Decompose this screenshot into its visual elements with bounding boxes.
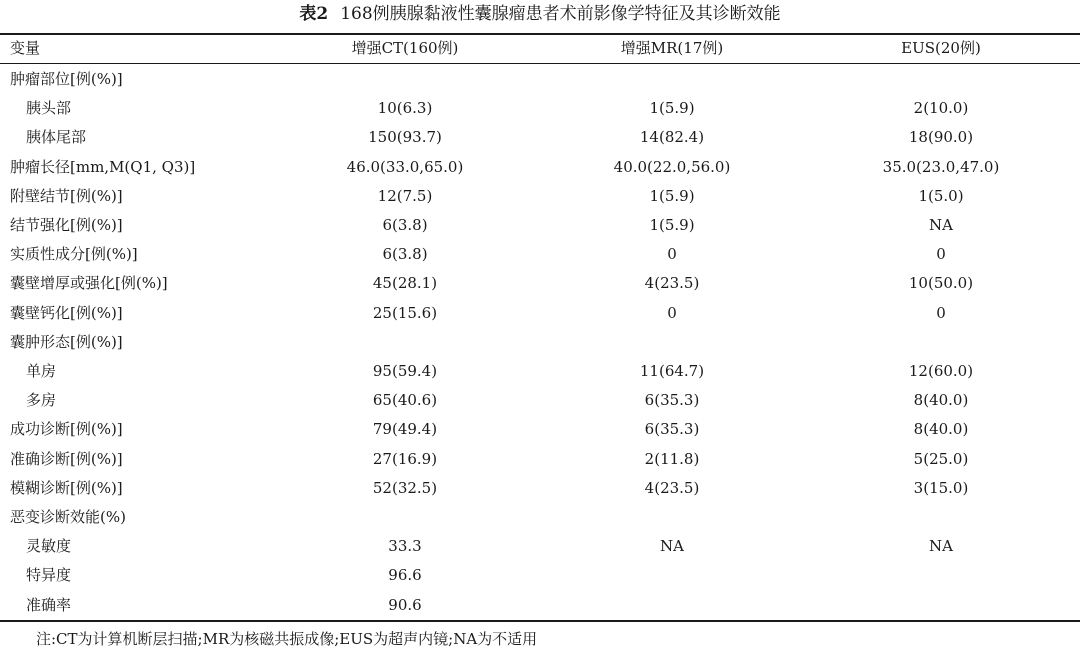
cell-eus: 3(15.0) (913, 478, 969, 497)
cell-mr: 6(35.3) (644, 391, 700, 410)
cell-mr: NA (660, 537, 684, 556)
cell-eus: 5(25.0) (913, 449, 969, 468)
cell-mr: 1(5.9) (649, 99, 695, 118)
cell-mr: 0 (667, 303, 677, 322)
table-row (0, 94, 1080, 123)
header-rule (0, 63, 1080, 64)
cell-ct: 96.6 (388, 566, 422, 585)
header-ct: 增强CT(160例) (351, 39, 459, 57)
table-row (0, 328, 1080, 357)
row-label: 准确诊断[例(%)] (10, 449, 123, 468)
cell-eus: 35.0(23.0,47.0) (882, 157, 1000, 176)
cell-eus: 12(60.0) (908, 362, 974, 380)
cell-ct: 65(40.6) (372, 391, 438, 410)
cell-ct: 79(49.4) (372, 420, 438, 439)
cell-ct: 45(28.1) (372, 274, 438, 293)
cell-ct: 90.6 (388, 595, 422, 614)
cell-eus: 8(40.0) (913, 391, 969, 410)
cell-eus: 2(10.0) (913, 99, 969, 118)
cell-ct: 10(6.3) (377, 99, 433, 118)
cell-eus: 0 (936, 245, 946, 264)
table-number: 表2 (299, 4, 329, 24)
table-row (0, 299, 1080, 328)
cell-mr: 11(64.7) (639, 362, 705, 380)
table-row (0, 474, 1080, 503)
row-label: 灵敏度 (26, 537, 72, 556)
cell-mr: 2(11.8) (644, 449, 700, 468)
cell-eus: 0 (936, 303, 946, 322)
row-label: 准确率 (26, 595, 72, 614)
row-label: 单房 (26, 362, 57, 380)
header-variable: 变量 (10, 39, 41, 57)
table-caption (0, 2, 1080, 26)
table-row (0, 386, 1080, 415)
cell-eus: 18(90.0) (908, 128, 974, 147)
table-row (0, 123, 1080, 152)
bottom-rule (0, 620, 1080, 622)
cell-mr: 1(5.9) (649, 216, 695, 234)
table-title: 168例胰腺黏液性囊腺瘤患者术前影像学特征及其诊断效能 (340, 4, 781, 24)
row-label: 恶变诊断效能(%) (10, 508, 126, 526)
header-mr: 增强MR(17例) (620, 39, 724, 57)
row-label: 囊壁增厚或强化[例(%)] (10, 274, 168, 293)
table-row (0, 561, 1080, 590)
table-row (0, 153, 1080, 182)
cell-mr: 1(5.9) (649, 186, 695, 205)
table-row (0, 415, 1080, 444)
row-label: 模糊诊断[例(%)] (10, 478, 123, 497)
cell-eus: NA (929, 216, 953, 234)
cell-mr: 14(82.4) (639, 128, 705, 147)
table-row (0, 65, 1080, 94)
row-label: 囊壁钙化[例(%)] (10, 303, 123, 322)
cell-ct: 33.3 (388, 537, 422, 556)
row-label: 多房 (26, 391, 57, 410)
table-row (0, 357, 1080, 386)
row-label: 囊肿形态[例(%)] (10, 332, 123, 351)
table-row (0, 211, 1080, 240)
row-label: 胰头部 (26, 99, 72, 118)
cell-eus: 8(40.0) (913, 420, 969, 439)
cell-ct: 46.0(33.0,65.0) (346, 157, 464, 176)
cell-ct: 12(7.5) (377, 186, 433, 205)
cell-eus: 10(50.0) (908, 274, 974, 293)
table-row (0, 591, 1080, 620)
row-label: 成功诊断[例(%)] (10, 420, 123, 439)
cell-mr: 0 (667, 245, 677, 264)
cell-mr: 4(23.5) (644, 478, 700, 497)
cell-ct: 95(59.4) (372, 362, 438, 380)
row-label: 结节强化[例(%)] (10, 216, 123, 234)
table-row (0, 240, 1080, 269)
table-note: 注:CT为计算机断层扫描;MR为核磁共振成像;EUS为超声内镜;NA为不适用 (36, 630, 538, 648)
cell-eus: NA (929, 537, 953, 556)
cell-eus: 1(5.0) (918, 186, 964, 205)
table-row (0, 503, 1080, 532)
row-label: 胰体尾部 (26, 128, 87, 147)
row-label: 附壁结节[例(%)] (10, 186, 123, 205)
cell-ct: 6(3.8) (382, 216, 428, 234)
cell-mr: 4(23.5) (644, 274, 700, 293)
cell-ct: 150(93.7) (368, 128, 442, 147)
table-row (0, 445, 1080, 474)
cell-ct: 27(16.9) (372, 449, 438, 468)
row-label: 肿瘤部位[例(%)] (10, 70, 123, 88)
cell-ct: 25(15.6) (372, 303, 438, 322)
header-eus: EUS(20例) (901, 39, 981, 57)
cell-mr: 40.0(22.0,56.0) (613, 157, 731, 176)
table-row (0, 182, 1080, 211)
table-row (0, 532, 1080, 561)
cell-ct: 52(32.5) (372, 478, 438, 497)
table-header-row (0, 34, 1080, 63)
row-label: 特异度 (26, 566, 72, 585)
cell-mr: 6(35.3) (644, 420, 700, 439)
row-label: 肿瘤长径[mm,M(Q1, Q3)] (10, 157, 196, 176)
cell-ct: 6(3.8) (382, 245, 428, 264)
row-label: 实质性成分[例(%)] (10, 245, 138, 264)
table-row (0, 269, 1080, 298)
